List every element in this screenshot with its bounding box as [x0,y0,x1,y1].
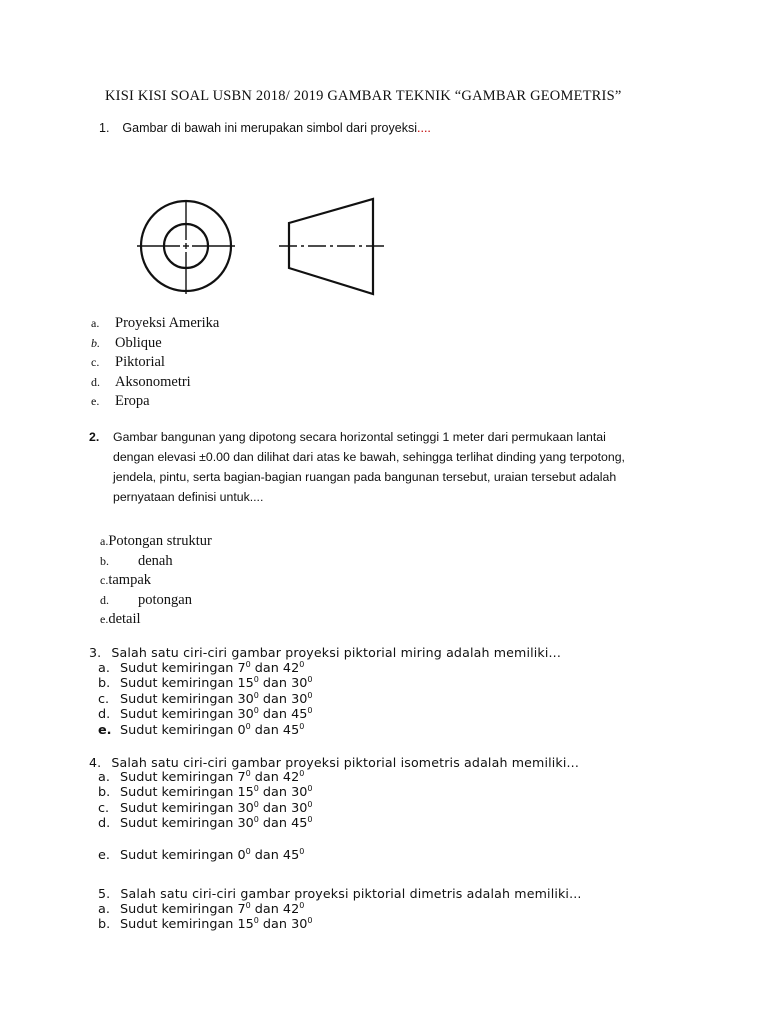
question-text: Salah satu ciri-ciri gambar proyeksi piktorial isometris adalah memiliki... [111,755,579,770]
option-c[interactable]: c. Sudut kemiringan $30^0$ dan $30^0$ [98,799,313,816]
side-view-truncated-cone [279,199,388,294]
option-e[interactable]: e. Eropa [91,393,150,409]
option-d[interactable]: d. potongan [100,591,192,608]
option-c[interactable]: c. Piktorial [91,354,165,370]
question-number: 5. [98,886,111,901]
question-number: 4. [89,755,102,770]
page-title: KISI KISI SOAL USBN 2018/ 2019 GAMBAR TEKNIK “GAMBAR GEOMETRIS” [105,88,622,104]
option-b[interactable]: b. Sudut kemiringan $15^0$ dan $30^0$ [98,784,313,801]
option-b[interactable]: b. Sudut kemiringan $15^0$ dan $30^0$ [98,916,313,933]
option-d[interactable]: d. Sudut kemiringan $30^0$ dan $45^0$ [98,815,313,832]
option-a[interactable]: a. Sudut kemiringan $7^0$ dan $42^0$ [98,769,305,785]
projection-symbol-figure [130,196,400,296]
question-dots: .... [417,121,431,135]
question-4-options [98,770,312,832]
question-text: Salah satu ciri-ciri gambar proyeksi piktorial miring adalah memiliki... [111,645,561,660]
question-4-option-e[interactable]: e. Sudut kemiringan $0^0$ dan $45^0$ [98,847,305,863]
question-2 [89,427,99,447]
question-3 [89,645,561,660]
question-number: 2. [89,430,100,444]
question-2-text: Gambar bangunan yang dipotong secara horizontal setinggi 1 meter dari permukaan lantai dengan elevasi ±0.00 dan dilihat dari atas ke bawah, sehingga terlihat dinding yang terpotong, jendela, pintu, serta bagian-bagian ruangan pada bangunan tersebut, uraian tersebut adalah pernyataan definisi untuk.... [113,430,625,504]
option-e[interactable]: e. Sudut kemiringan $0^0$ dan $45^0$ [98,721,305,738]
front-view-centerlines [137,200,235,294]
option-c[interactable]: c. Sudut kemiringan $30^0$ dan $30^0$ [98,690,313,707]
option-c[interactable]: c.tampak [100,572,152,589]
question-4 [89,755,579,770]
question-3-options [98,661,312,738]
option-b[interactable]: b. Sudut kemiringan $15^0$ dan $30^0$ [98,675,313,692]
option-a[interactable]: a.Potongan struktur [100,533,212,549]
option-b[interactable]: b. denah [100,552,173,569]
option-d[interactable]: d. Sudut kemiringan $30^0$ dan $45^0$ [98,706,313,723]
option-d[interactable]: d. Aksonometri [91,373,191,390]
question-5-options [98,902,312,933]
question-number: 1. [99,121,110,135]
question-5 [98,886,582,901]
option-a[interactable]: a. Proyeksi Amerika [91,315,220,331]
option-a[interactable]: a. Sudut kemiringan $7^0$ dan $42^0$ [98,901,305,917]
question-1-options [91,314,219,412]
option-e[interactable]: e.detail [100,611,141,628]
question-1 [99,121,431,135]
option-a[interactable]: a. Sudut kemiringan $7^0$ dan $42^0$ [98,660,305,676]
question-text: Salah satu ciri-ciri gambar proyeksi piktorial dimetris adalah memiliki... [120,886,582,901]
question-2-options [100,532,212,630]
option-b[interactable]: b. Oblique [91,334,162,351]
question-text: Gambar di bawah ini merupakan simbol dari proyeksi [122,121,417,135]
question-number: 3. [89,645,102,660]
